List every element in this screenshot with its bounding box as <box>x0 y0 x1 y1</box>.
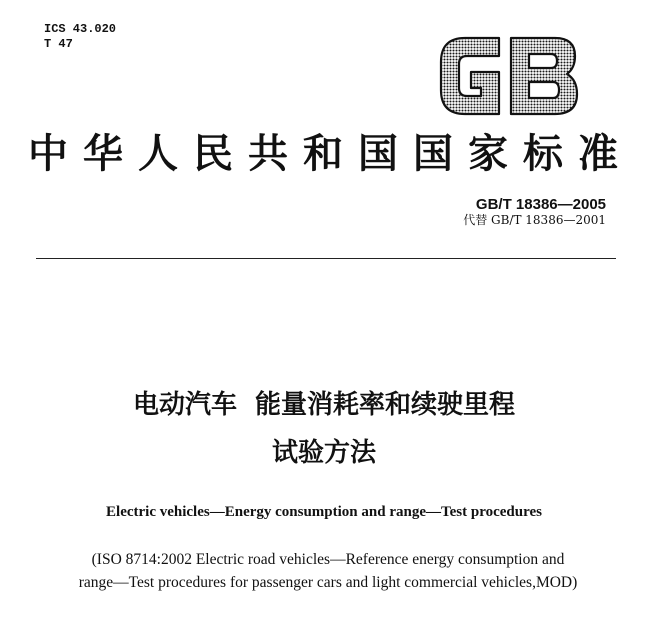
standard-code: GB/T 18386—2005 <box>475 196 606 213</box>
iso-reference-line2: range—Test procedures for passenger cars and light commercial vehicles,MOD) <box>78 574 578 591</box>
iso-reference-line1: (ISO 8714:2002 Electric road vehicles—Reference energy consumption and <box>91 551 565 568</box>
chinese-title-line1: 电动汽车 能量消耗率和续驶里程 <box>132 390 516 420</box>
classification-block <box>44 22 116 52</box>
english-title: Electric vehicles—Energy consumption and range—Test procedures <box>106 504 542 520</box>
chinese-title-line2: 试验方法 <box>271 438 376 468</box>
gb-logo-icon <box>437 34 579 118</box>
ics-code: ICS 43.020 <box>44 22 117 36</box>
replaces-note: 代替 GB/T 18386—2001 <box>463 213 606 227</box>
iso-reference <box>26 548 630 594</box>
national-standard-heading: 中华人民共和国国家标准 <box>28 131 620 177</box>
class-code: T 47 <box>44 37 73 51</box>
header-divider <box>36 258 616 259</box>
